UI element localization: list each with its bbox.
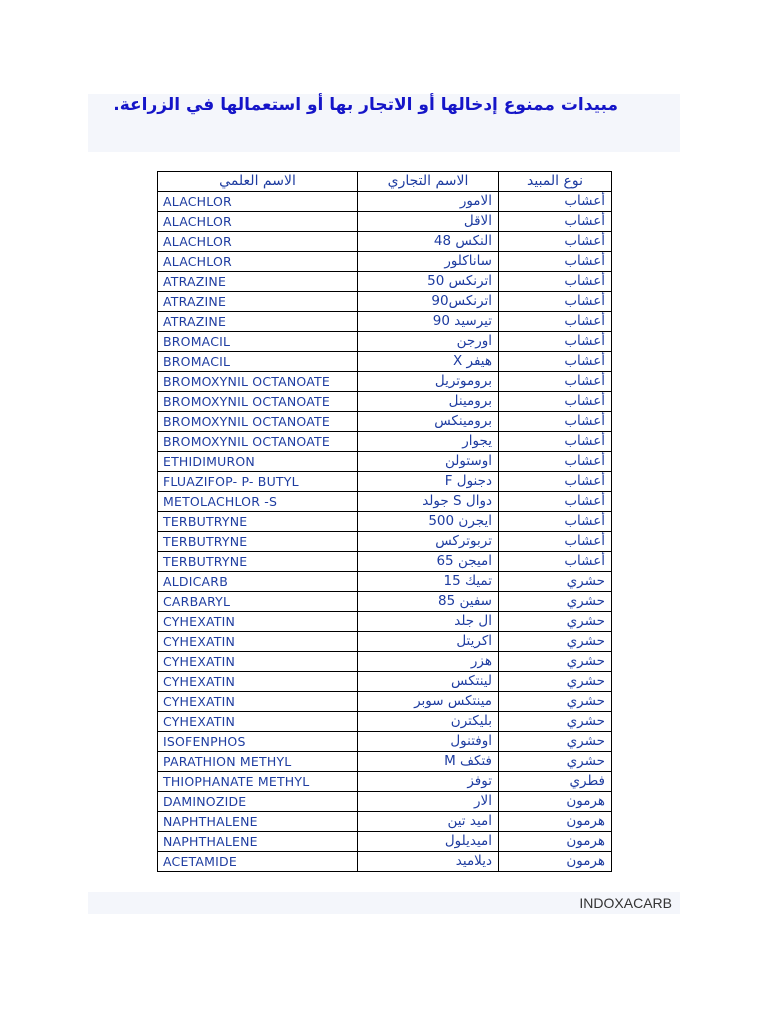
cell-scientific-name: ATRAZINE xyxy=(158,272,358,292)
cell-trade-name: اكريتل xyxy=(358,632,499,652)
table-row xyxy=(158,372,612,392)
cell-trade-name: اوفتنول xyxy=(358,732,499,752)
cell-pesticide-type: أعشاب xyxy=(499,192,612,212)
cell-pesticide-type: هرمون xyxy=(499,832,612,852)
cell-scientific-name: CYHEXATIN xyxy=(158,672,358,692)
cell-scientific-name: TERBUTRYNE xyxy=(158,532,358,552)
cell-trade-name: اميد تين xyxy=(358,812,499,832)
table-row xyxy=(158,472,612,492)
cell-scientific-name: METOLACHLOR -S xyxy=(158,492,358,512)
cell-pesticide-type: حشري xyxy=(499,692,612,712)
table-row xyxy=(158,812,612,832)
cell-trade-name: برومينكس xyxy=(358,412,499,432)
table-header-row xyxy=(158,172,612,192)
cell-pesticide-type: أعشاب xyxy=(499,292,612,312)
cell-pesticide-type: أعشاب xyxy=(499,272,612,292)
table-row xyxy=(158,832,612,852)
cell-trade-name: ايجرن 500 xyxy=(358,512,499,532)
cell-pesticide-type: أعشاب xyxy=(499,512,612,532)
cell-trade-name: تيرسيد 90 xyxy=(358,312,499,332)
cell-scientific-name: ISOFENPHOS xyxy=(158,732,358,752)
cell-trade-name: سفين 85 xyxy=(358,592,499,612)
title-band xyxy=(88,94,680,152)
footer-text: INDOXACARB xyxy=(579,895,672,911)
cell-scientific-name: BROMOXYNIL OCTANOATE xyxy=(158,412,358,432)
cell-scientific-name: CYHEXATIN xyxy=(158,632,358,652)
table-row xyxy=(158,592,612,612)
cell-pesticide-type: أعشاب xyxy=(499,232,612,252)
cell-trade-name: اوستولن xyxy=(358,452,499,472)
cell-pesticide-type: حشري xyxy=(499,572,612,592)
cell-scientific-name: BROMOXYNIL OCTANOATE xyxy=(158,372,358,392)
cell-scientific-name: BROMACIL xyxy=(158,352,358,372)
cell-scientific-name: NAPHTHALENE xyxy=(158,812,358,832)
table-row xyxy=(158,452,612,472)
cell-trade-name: اورجن xyxy=(358,332,499,352)
cell-scientific-name: CYHEXATIN xyxy=(158,712,358,732)
cell-scientific-name: ATRAZINE xyxy=(158,292,358,312)
table-row xyxy=(158,572,612,592)
table-row xyxy=(158,552,612,572)
cell-scientific-name: NAPHTHALENE xyxy=(158,832,358,852)
cell-trade-name: هيفر X xyxy=(358,352,499,372)
cell-trade-name: بروموتريل xyxy=(358,372,499,392)
cell-scientific-name: CYHEXATIN xyxy=(158,652,358,672)
cell-pesticide-type: أعشاب xyxy=(499,252,612,272)
cell-pesticide-type: حشري xyxy=(499,592,612,612)
cell-pesticide-type: أعشاب xyxy=(499,312,612,332)
cell-pesticide-type: حشري xyxy=(499,712,612,732)
table-row xyxy=(158,672,612,692)
table-row xyxy=(158,232,612,252)
cell-scientific-name: ALACHLOR xyxy=(158,232,358,252)
cell-scientific-name: PARATHION METHYL xyxy=(158,752,358,772)
table-row xyxy=(158,192,612,212)
cell-pesticide-type: أعشاب xyxy=(499,392,612,412)
table-row xyxy=(158,512,612,532)
header-scientific-name: الاسم العلمي xyxy=(158,172,358,192)
cell-pesticide-type: هرمون xyxy=(499,852,612,872)
cell-pesticide-type: حشري xyxy=(499,732,612,752)
table-row xyxy=(158,212,612,232)
cell-trade-name: ال جلد xyxy=(358,612,499,632)
cell-scientific-name: ALDICARB xyxy=(158,572,358,592)
cell-trade-name: اترنكس90 xyxy=(358,292,499,312)
cell-pesticide-type: أعشاب xyxy=(499,372,612,392)
cell-pesticide-type: أعشاب xyxy=(499,352,612,372)
table-row xyxy=(158,392,612,412)
cell-trade-name: ديلاميد xyxy=(358,852,499,872)
cell-pesticide-type: أعشاب xyxy=(499,452,612,472)
table-row xyxy=(158,252,612,272)
table-row xyxy=(158,492,612,512)
cell-scientific-name: BROMACIL xyxy=(158,332,358,352)
table-row xyxy=(158,692,612,712)
table-row xyxy=(158,632,612,652)
table-row xyxy=(158,332,612,352)
cell-trade-name: الامور xyxy=(358,192,499,212)
cell-trade-name: برومينل xyxy=(358,392,499,412)
cell-scientific-name: THIOPHANATE METHYL xyxy=(158,772,358,792)
cell-scientific-name: BROMOXYNIL OCTANOATE xyxy=(158,392,358,412)
cell-pesticide-type: فطري xyxy=(499,772,612,792)
cell-scientific-name: TERBUTRYNE xyxy=(158,552,358,572)
table-row xyxy=(158,272,612,292)
cell-pesticide-type: حشري xyxy=(499,612,612,632)
cell-trade-name: اميجن 65 xyxy=(358,552,499,572)
cell-trade-name: النكس 48 xyxy=(358,232,499,252)
cell-trade-name: فتكف M xyxy=(358,752,499,772)
cell-trade-name: اميديلول xyxy=(358,832,499,852)
table-row xyxy=(158,292,612,312)
table-row xyxy=(158,532,612,552)
cell-trade-name: اترنكس 50 xyxy=(358,272,499,292)
table-row xyxy=(158,412,612,432)
cell-scientific-name: CYHEXATIN xyxy=(158,612,358,632)
cell-pesticide-type: أعشاب xyxy=(499,432,612,452)
cell-trade-name: دجنول F xyxy=(358,472,499,492)
table-row xyxy=(158,612,612,632)
cell-scientific-name: DAMINOZIDE xyxy=(158,792,358,812)
cell-trade-name: تميك 15 xyxy=(358,572,499,592)
table-row xyxy=(158,732,612,752)
cell-pesticide-type: أعشاب xyxy=(499,532,612,552)
cell-trade-name: يجوار xyxy=(358,432,499,452)
header-pesticide-type: نوع المبيد xyxy=(499,172,612,192)
cell-pesticide-type: هرمون xyxy=(499,812,612,832)
cell-pesticide-type: أعشاب xyxy=(499,412,612,432)
cell-trade-name: بليكترن xyxy=(358,712,499,732)
cell-pesticide-type: أعشاب xyxy=(499,332,612,352)
cell-trade-name: الار xyxy=(358,792,499,812)
cell-pesticide-type: حشري xyxy=(499,672,612,692)
cell-trade-name: تربوتركس xyxy=(358,532,499,552)
table-row xyxy=(158,312,612,332)
table-row xyxy=(158,652,612,672)
cell-trade-name: توفز xyxy=(358,772,499,792)
cell-pesticide-type: حشري xyxy=(499,632,612,652)
table-row xyxy=(158,712,612,732)
cell-scientific-name: TERBUTRYNE xyxy=(158,512,358,532)
cell-trade-name: هزر xyxy=(358,652,499,672)
table-row xyxy=(158,352,612,372)
cell-scientific-name: ACETAMIDE xyxy=(158,852,358,872)
cell-pesticide-type: أعشاب xyxy=(499,212,612,232)
cell-trade-name: لينتكس xyxy=(358,672,499,692)
cell-scientific-name: ETHIDIMURON xyxy=(158,452,358,472)
cell-scientific-name: ALACHLOR xyxy=(158,192,358,212)
table-row xyxy=(158,772,612,792)
header-trade-name: الاسم التجاري xyxy=(358,172,499,192)
table-row xyxy=(158,432,612,452)
cell-pesticide-type: حشري xyxy=(499,652,612,672)
footer-band xyxy=(88,892,680,914)
cell-scientific-name: ALACHLOR xyxy=(158,212,358,232)
cell-pesticide-type: أعشاب xyxy=(499,492,612,512)
cell-scientific-name: BROMOXYNIL OCTANOATE xyxy=(158,432,358,452)
cell-trade-name: الاقل xyxy=(358,212,499,232)
page-title: مبيدات ممنوع إدخالها أو الاتجار بها أو استعمالها في الزراعة. xyxy=(113,95,618,115)
cell-scientific-name: CYHEXATIN xyxy=(158,692,358,712)
cell-scientific-name: FLUAZIFOP- P- BUTYL xyxy=(158,472,358,492)
cell-scientific-name: ALACHLOR xyxy=(158,252,358,272)
cell-pesticide-type: أعشاب xyxy=(499,552,612,572)
table-row xyxy=(158,752,612,772)
cell-trade-name: مينتكس سوبر xyxy=(358,692,499,712)
cell-pesticide-type: حشري xyxy=(499,752,612,772)
cell-scientific-name: ATRAZINE xyxy=(158,312,358,332)
cell-pesticide-type: هرمون xyxy=(499,792,612,812)
table-row xyxy=(158,792,612,812)
cell-trade-name: ساناكلور xyxy=(358,252,499,272)
cell-scientific-name: CARBARYL xyxy=(158,592,358,612)
pesticide-table xyxy=(157,171,612,872)
cell-trade-name: دوال S جولد xyxy=(358,492,499,512)
cell-pesticide-type: أعشاب xyxy=(499,472,612,492)
table-row xyxy=(158,852,612,872)
table-body xyxy=(158,192,612,872)
